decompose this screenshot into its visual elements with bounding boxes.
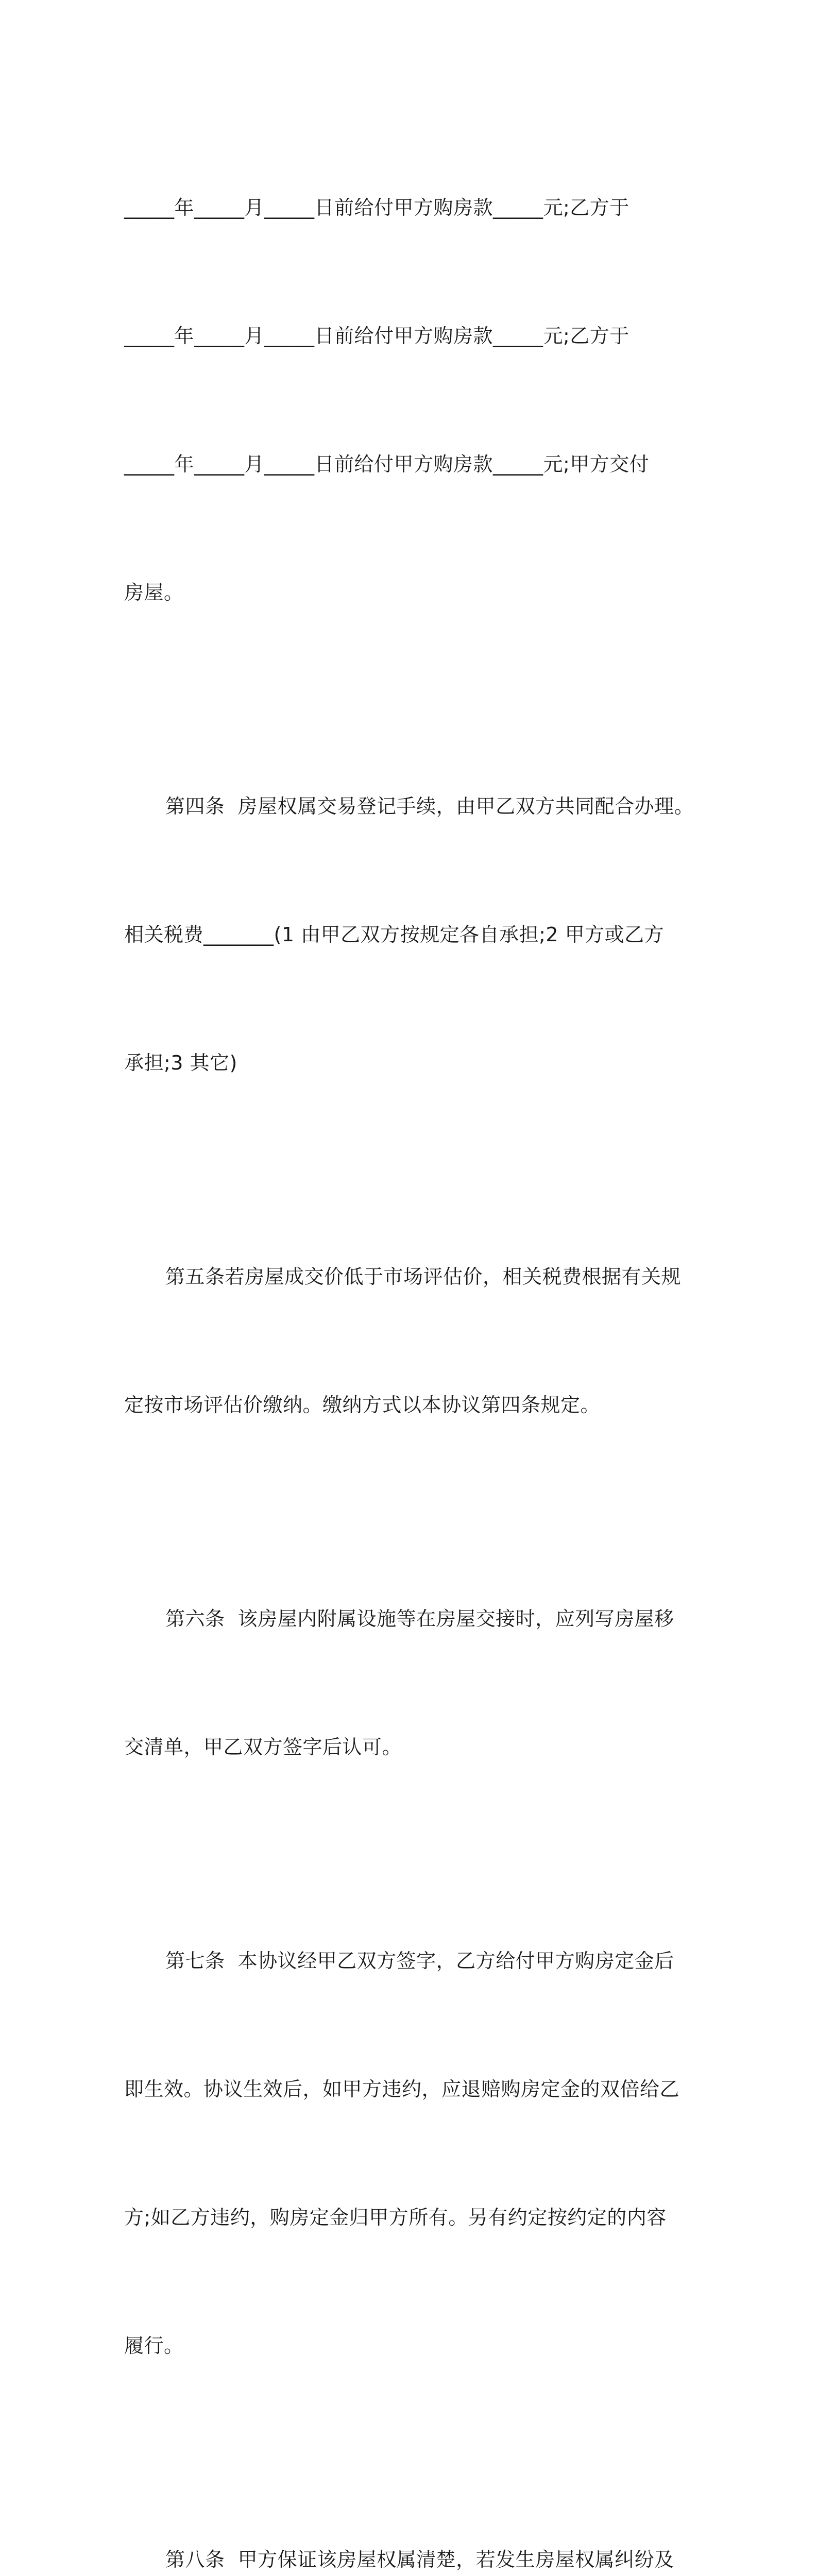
payment-line: 房屋。 — [124, 581, 184, 604]
article-line: 第六条 该房屋内附属设施等在房屋交接时，应列写房屋移 — [165, 1607, 674, 1630]
payment-line: _____年_____月_____日前给付甲方购房款_____元;乙方于 — [124, 196, 629, 219]
article-7-paragraph — [124, 1854, 701, 2453]
document-body — [124, 101, 701, 2576]
article-line: 第七条 本协议经甲乙双方签字，乙方给付甲方购房定金后 — [165, 1950, 674, 1972]
article-line: 定按市场评估价缴纳。缴纳方式以本协议第四条规定。 — [124, 1394, 601, 1416]
article-line: 第八条 甲方保证该房屋权属清楚，若发生房屋权属纠纷及 — [165, 2548, 674, 2571]
payment-schedule-paragraph — [124, 101, 701, 700]
article-4-paragraph — [124, 700, 701, 1170]
payment-line: _____年_____月_____日前给付甲方购房款_____元;乙方于 — [124, 325, 629, 347]
article-5-paragraph — [124, 1170, 701, 1512]
article-line: 即生效。协议生效后，如甲方违约，应退赔购房定金的双倍给乙 — [124, 2078, 680, 2100]
article-line: 承担;3 其它) — [124, 1052, 237, 1074]
article-line: 履行。 — [124, 2334, 184, 2357]
article-line: 方;如乙方违约，购房定金归甲方所有。另有约定按约定的内容 — [124, 2206, 667, 2229]
article-line: 相关税费_______(1 由甲乙双方按规定各自承担;2 甲方或乙方 — [124, 923, 665, 946]
article-line: 第五条若房屋成交价低于市场评估价，相关税费根据有关规 — [165, 1265, 682, 1288]
article-8-paragraph — [124, 2453, 701, 2576]
article-line: 交清单，甲乙双方签字后认可。 — [124, 1736, 402, 1758]
payment-line: _____年_____月_____日前给付甲方购房款_____元;甲方交付 — [124, 453, 650, 476]
article-line: 第四条 房屋权属交易登记手续，由甲乙双方共同配合办理。 — [165, 795, 694, 818]
article-6-paragraph — [124, 1512, 701, 1854]
